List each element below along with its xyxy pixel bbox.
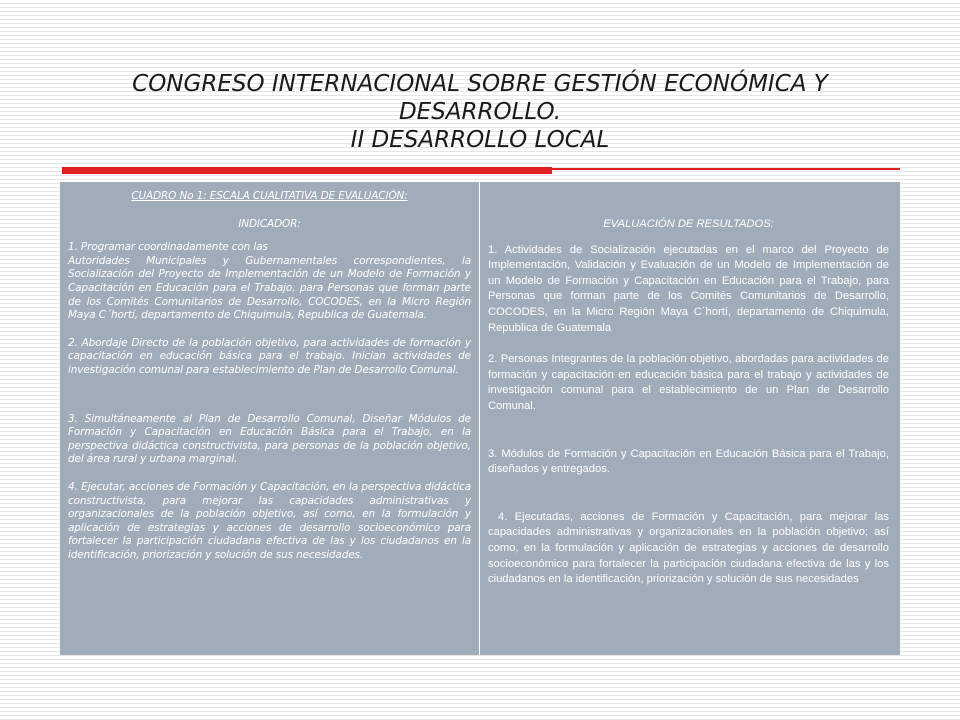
slide-title (60, 70, 900, 154)
title-line-3: II DESARROLLO LOCAL (350, 127, 610, 153)
indicator-2: 2. Abordaje Directo de la población objetivo, para actividades de formación y capacitación en educación básica para el trabajo. Inician actividades de investigación comunal para establecimiento de Plan de Desarrollo Comunal. (68, 336, 471, 376)
table-caption: CUADRO No 1: ESCALA CUALITATIVA DE EVALUACIÓN: (131, 190, 408, 202)
indicator-header: INDICADOR: (238, 217, 301, 230)
indicator-4: 4. Ejecutar, acciones de Formación y Capacitación, en la perspectiva didáctica constructivista, para mejorar las capacidades administrativas y organizacionales de la población objetivo, así como, en la formulación y aplicación de estrategias y acciones de desarrollo socioeconómico para fortalecer la participación ciudadana efectiva de las y los ciudadanos en la identificación, priorización y solución de sus necesidades. (68, 480, 471, 561)
result-1: 1. Actividades de Socialización ejecutadas en el marco del Proyecto de Implementación, Validación y Evaluación de un Modelo de Implementación de un Modelo de Formación y Capacitación en Educación para el Trabajo, para Personas que forman parte de los Comités Comunitarios de Desarrollo, COCODES, en la Micro Región Maya C´hortí, departamento de Chiquimula, Republica de Guatemala (488, 243, 889, 334)
indicator-1: Autoridades Municipales y Gubernamentales correspondientes, la Socialización del Proyecto de Implementación de un Modelo de Formación y Capacitación en Educación para el Trabajo, para Personas que forman parte de los Comités Comunitarios de Desarrollo, COCODES, en la Micro Región Maya C´hortí, departamento de Chiquimula, Republica de Guatemala. (68, 254, 471, 322)
title-line-1: CONGRESO INTERNACIONAL SOBRE GESTIÓN ECONÓMICA Y (132, 71, 828, 97)
result-2: 2. Personas Integrantes de la población objetivo, abordadas para actividades de formación y capacitación en educación básica para el trabajo y actividades de investigación comunal para el establecimiento de un Plan de Desarrollo Comunal. (488, 353, 889, 412)
results-column (480, 182, 900, 655)
title-line-2: DESARROLLO. (398, 99, 562, 125)
results-header: EVALUACIÓN DE RESULTADOS: (603, 218, 774, 230)
indicator-column (60, 182, 480, 655)
result-4: 4. Ejecutadas, acciones de Formación y Capacitación, para mejorar las capacidades administrativas y organizacionales en la población objetivo; así como, en la formulación y aplicación de estrategias y acciones de desarrollo socioeconómico para fortalecer la participación ciudadana efectiva de las y los ciudadanos en la identificación, priorización y solución de sus necesidades (488, 510, 889, 586)
indicator-3: 3. Simultáneamente al Plan de Desarrollo Comunal, Diseñar Módulos de Formación y Capacitación en Educación Básica para el Trabajo, en la perspectiva didáctica constructivista, para personas de la población objetivo, del área rural y urbana marginal. (68, 412, 471, 466)
result-3: 3. Módulos de Formación y Capacitación en Educación Básica para el Trabajo, diseñados y entregados. (488, 447, 889, 476)
title-divider-thick (62, 167, 552, 174)
evaluation-table (60, 182, 900, 655)
title-divider-thin (552, 168, 900, 170)
indicator-1-lead: 1. Programar coordinadamente con las (68, 241, 268, 254)
